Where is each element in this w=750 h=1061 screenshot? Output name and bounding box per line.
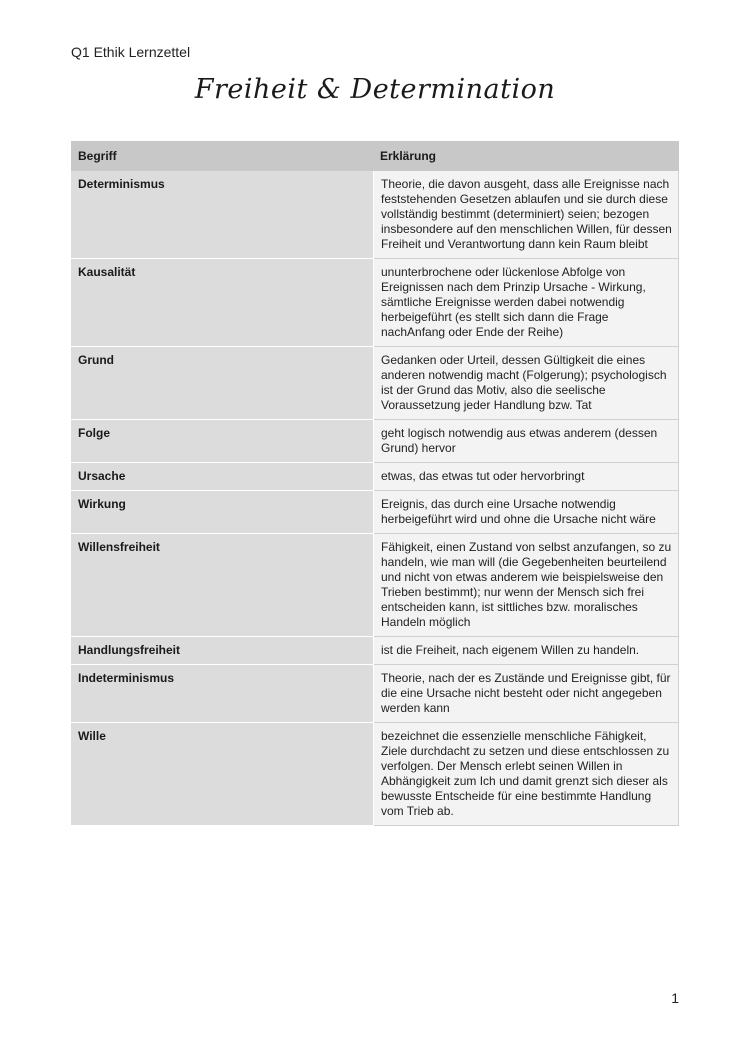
definition-cell: bezeichnet die essenzielle menschliche Fähigkeit, Ziele durchdacht zu setzen und diese entschlossen zu verfolgen. Der Mensch erlebt seinen Willen in Abhängigkeit zum Ich und damit grenzt sich dieser als bewusste Entscheide für eine bestimmte Handlung vom Trieb ab.: [374, 723, 679, 826]
column-header-definition: Erklärung: [374, 142, 679, 171]
definition-cell: Gedanken oder Urteil, dessen Gültigkeit die eines anderen notwendig macht (Folgerung); psychologisch ist der Grund das Motiv, also die seelische Voraussetzung jeder Handlung bzw. Tat: [374, 347, 679, 420]
term-cell: Ursache: [72, 463, 374, 491]
term-cell: Folge: [72, 420, 374, 463]
definition-cell: Ereignis, das durch eine Ursache notwendig herbeigeführt wird und ohne die Ursache nicht wäre: [374, 491, 679, 534]
table-row: [72, 171, 679, 259]
definition-cell: ist die Freiheit, nach eigenem Willen zu handeln.: [374, 637, 679, 665]
definition-cell: Fähigkeit, einen Zustand von selbst anzufangen, so zu handeln, wie man will (die Gegebenheiten beurteilend und nicht von etwas anderem wie beispielsweise den Trieben bestimmt); nur wenn der Mensch sich frei entscheiden kann, ist sittliches bzw. moralisches Handeln möglich: [374, 534, 679, 637]
table-header-row: [72, 142, 679, 171]
table-row: [72, 491, 679, 534]
definition-cell: Theorie, die davon ausgeht, dass alle Ereignisse nach feststehenden Gesetzen ablaufen und sie durch diese vollständig bestimmt (determiniert) seien; bezogen insbesondere auf den menschlichen Willen, für dessen Freiheit und Verantwortung dann kein Raum bleibt: [374, 171, 679, 259]
table-row: [72, 534, 679, 637]
table-row: [72, 723, 679, 826]
term-cell: Willensfreiheit: [72, 534, 374, 637]
table-row: [72, 347, 679, 420]
definition-cell: geht logisch notwendig aus etwas anderem (dessen Grund) hervor: [374, 420, 679, 463]
definition-cell: Theorie, nach der es Zustände und Ereignisse gibt, für die eine Ursache nicht besteht oder nicht angegeben werden kann: [374, 665, 679, 723]
definition-cell: etwas, das etwas tut oder hervorbringt: [374, 463, 679, 491]
term-cell: Wille: [72, 723, 374, 826]
table-row: [72, 637, 679, 665]
page-title: Freiheit & Determination: [194, 74, 556, 105]
table-row: [72, 463, 679, 491]
page-number: 1: [671, 990, 679, 1006]
table-row: [72, 420, 679, 463]
term-cell: Handlungsfreiheit: [72, 637, 374, 665]
column-header-term: Begriff: [72, 142, 374, 171]
term-cell: Kausalität: [72, 259, 374, 347]
term-cell: Determinismus: [72, 171, 374, 259]
table-row: [72, 259, 679, 347]
document-header: Q1 Ethik Lernzettel: [71, 44, 191, 60]
definition-cell: ununterbrochene oder lückenlose Abfolge von Ereignissen nach dem Prinzip Ursache - Wirkung, sämtliche Ereignisse werden dabei notwendig herbeigeführt (es stellt sich dann die Frage nachAnfang oder Ende der Reihe): [374, 259, 679, 347]
glossary-table-container: [71, 141, 678, 826]
term-cell: Indeterminismus: [72, 665, 374, 723]
table-row: [72, 665, 679, 723]
term-cell: Wirkung: [72, 491, 374, 534]
term-cell: Grund: [72, 347, 374, 420]
glossary-table: [71, 141, 679, 826]
